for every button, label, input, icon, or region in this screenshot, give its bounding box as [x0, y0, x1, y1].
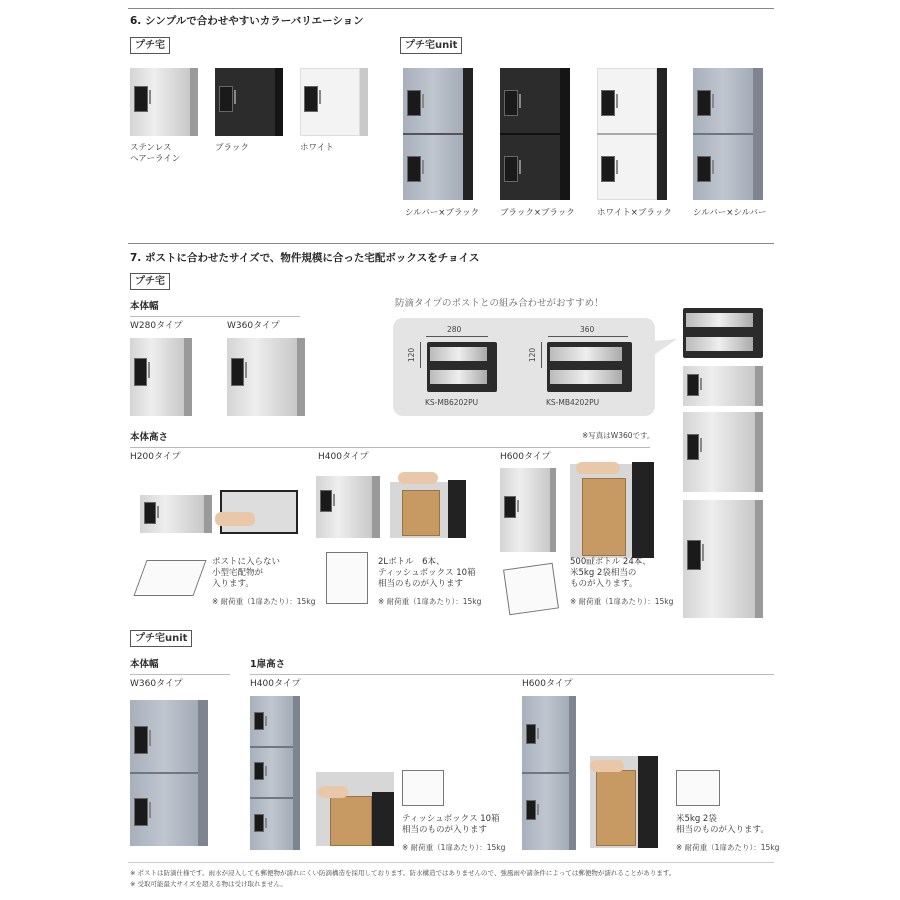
unit-h400-cardbox: [330, 796, 372, 846]
unit-h400-desc-1: ティッシュボックス 10箱: [402, 814, 500, 824]
h400-box: [316, 476, 380, 538]
combo-note: 防滴タイプのポストとの組み合わせがおすすめ！: [395, 298, 604, 309]
post-a-model: KS-MB6202PU: [425, 398, 479, 407]
unit-h400-load: ※ 耐荷重（1扉あたり）：15kg: [402, 843, 506, 852]
unit-black-black: [500, 68, 570, 200]
h600-sketch: [503, 563, 559, 616]
unit-color-label-4: シルバー×シルバー: [693, 208, 767, 218]
h400-sketch: [326, 552, 368, 604]
unit-h600-desc-1: 米5kg 2袋: [676, 814, 717, 824]
dim-120a-line: [420, 342, 421, 368]
unit-w360-box: [130, 700, 208, 846]
unit-height-rule: [250, 674, 774, 675]
dim-120b: 120: [528, 347, 538, 363]
unit-h400-desc-2: 相当のものが入ります: [402, 825, 488, 835]
dim-280-line: [426, 336, 488, 337]
top-rule: [128, 8, 774, 9]
h400-cardbox: [402, 490, 440, 536]
stack-h600: [683, 500, 763, 618]
dim-120a: 120: [407, 347, 417, 363]
unit-silver-black: [403, 68, 473, 200]
tag-unit-7: プチ宅unit: [130, 630, 192, 647]
unit-h600-desc-2: 相当のものが入ります。: [676, 825, 769, 835]
h400-hand: [398, 472, 438, 484]
h600-hand: [576, 462, 620, 474]
footnote-rule: [128, 862, 774, 863]
dim-360-line: [548, 336, 628, 337]
h600-load: ※ 耐荷重（1扉あたり）：15kg: [570, 597, 674, 606]
h200-box: [140, 495, 212, 533]
box-black: [215, 68, 283, 136]
h400-door: [448, 480, 466, 538]
h200-label: H200タイプ: [130, 452, 181, 462]
h600-door: [632, 462, 654, 558]
h400-desc-1: 2Lボトル 6本、: [378, 557, 445, 567]
unit-silver-silver: [693, 68, 763, 200]
footnote-2: ※ 受取可能最大サイズを超える物は受け取れません。: [130, 880, 287, 888]
h200-load: ※ 耐荷重（1扉あたり）：15kg: [212, 597, 316, 606]
h200-hand: [215, 512, 255, 526]
section7-title: 7. ポストに合わせたサイズで、物件規模に合った宅配ボックスをチョイス: [130, 252, 480, 264]
h200-sketch: [133, 560, 206, 596]
unit-h600-load: ※ 耐荷重（1扉あたり）：15kg: [676, 843, 780, 852]
height-rule: [130, 447, 650, 448]
unit-h400-label: H400タイプ: [250, 679, 301, 689]
width-heading: 本体幅: [130, 301, 159, 312]
dim-360: 360: [580, 325, 595, 334]
unit-h400-sketch: [402, 770, 444, 806]
w280-label: W280タイプ: [130, 321, 183, 331]
footnote-1: ※ ポストは防滴仕様です。雨水が浸入しても郵便物が濡れにくい防滴構造を採用しております。防水構造ではありませんので、強風雨や諸条件によっては郵便物が濡れることがあります。: [130, 869, 676, 877]
post-b-model: KS-MB4202PU: [546, 398, 600, 407]
h600-box: [500, 468, 556, 552]
unit-h600-box: [522, 696, 576, 850]
color-label-stainless-1: ステンレス: [130, 143, 172, 153]
width-rule: [130, 316, 300, 317]
unit-width-heading: 本体幅: [130, 659, 159, 670]
unit-color-label-2: ブラック×ブラック: [500, 208, 575, 218]
unit-color-label-3: ホワイト×ブラック: [597, 208, 672, 218]
h400-desc-3: 相当のものが入ります: [378, 579, 464, 589]
post-a: [427, 342, 497, 392]
box-w360: [227, 338, 305, 416]
h600-desc-2: 米5kg 2袋相当の: [570, 568, 637, 578]
unit-color-label-1: シルバー×ブラック: [405, 208, 480, 218]
color-label-stainless-2: ヘアーライン: [130, 154, 181, 164]
section6-title: 6. シンプルで合わせやすいカラーバリエーション: [130, 15, 364, 27]
tag-puchi-7: プチ宅: [130, 273, 170, 290]
section7-rule: [128, 243, 774, 244]
h400-load: ※ 耐荷重（1扉あたり）：15kg: [378, 597, 482, 606]
h400-label: H400タイプ: [318, 452, 369, 462]
box-w280: [130, 338, 192, 416]
unit-h400-door: [372, 792, 394, 846]
unit-h400-box: [250, 696, 300, 850]
h200-desc-2: 小型宅配物が: [212, 568, 264, 578]
photo-note: ※写真はW360です。: [582, 431, 655, 440]
dim-280: 280: [447, 325, 462, 334]
post-b: [547, 342, 632, 392]
unit-door-height-heading: 1扉高さ: [250, 659, 286, 670]
tag-puchi: プチ宅: [130, 37, 170, 54]
box-white: [300, 68, 368, 136]
h200-desc-1: ポストに入らない: [212, 557, 281, 567]
tag-puchi-unit: プチ宅unit: [400, 37, 462, 54]
color-label-black: ブラック: [215, 143, 249, 153]
color-label-white: ホワイト: [300, 143, 334, 153]
h200-desc-3: 入ります。: [212, 579, 254, 589]
h600-label: H600タイプ: [500, 452, 551, 462]
unit-h600-label: H600タイプ: [522, 679, 573, 689]
unit-white-black: [597, 68, 667, 200]
unit-h600-door: [638, 756, 658, 848]
h600-desc-1: 500㎖ボトル 24本、: [570, 557, 651, 567]
unit-h600-sketch: [676, 770, 720, 806]
stack-h400: [683, 412, 763, 492]
stack-h200: [683, 366, 763, 406]
box-stainless: [130, 68, 198, 136]
w360-label: W360タイプ: [227, 321, 280, 331]
h600-cardbox: [582, 478, 626, 556]
h400-desc-2: ティッシュボックス 10箱: [378, 568, 476, 578]
stack-post: [683, 308, 763, 358]
height-heading: 本体高さ: [130, 432, 169, 443]
unit-w360-label: W360タイプ: [130, 679, 183, 689]
unit-h600-cardbox: [596, 770, 636, 846]
dim-120b-line: [541, 342, 542, 368]
unit-h600-hand: [590, 760, 624, 772]
unit-width-rule: [130, 674, 230, 675]
h600-desc-3: ものが入ります。: [570, 579, 638, 589]
unit-h400-hand: [318, 786, 348, 798]
